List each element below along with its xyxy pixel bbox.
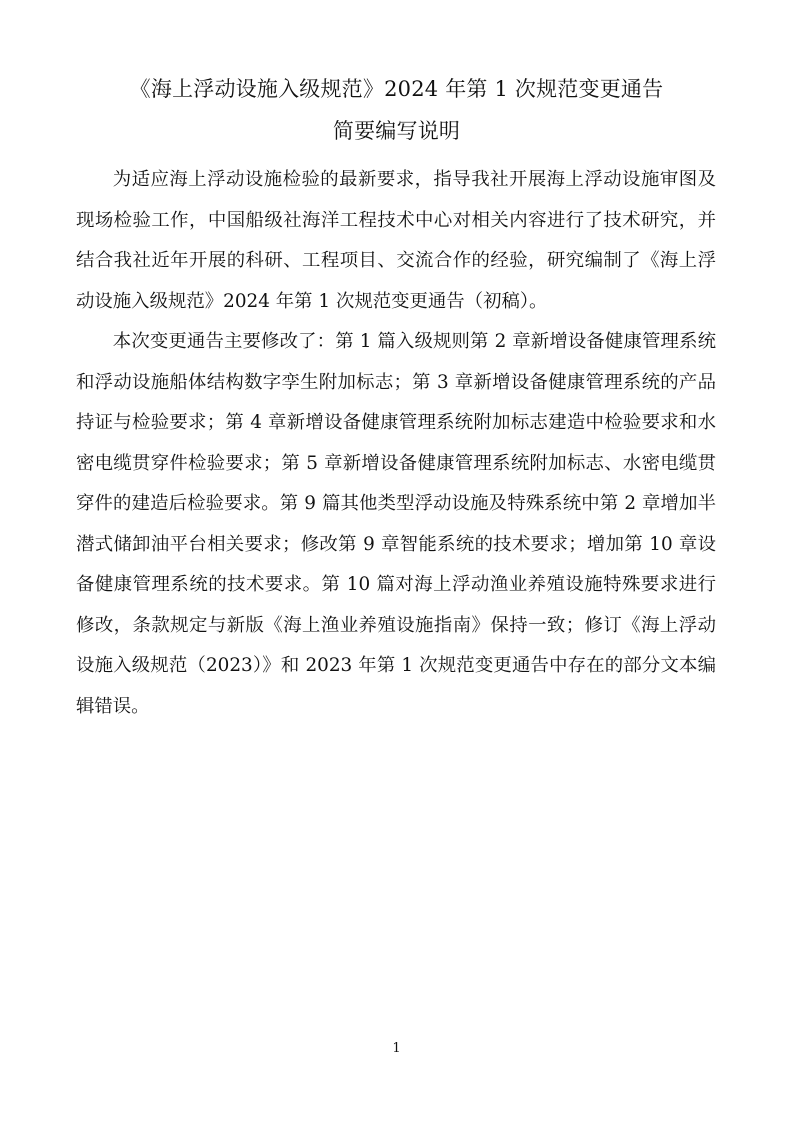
- page-number: 1: [392, 1041, 401, 1056]
- paragraph-2: 本次变更通告主要修改了：第 1 篇入级规则第 2 章新增设备健康管理系统和浮动设施船体结构数字孪生附加标志；第 3 章新增设备健康管理系统的产品持证与检验要求；第 4 章新增设备健康管理系统附加标志建造中检验要求和水密电缆贯穿件检验要求；第 5 章新增设备健康管理系统附加标志、水密电缆贯穿件的建造后检验要求。第 9 篇其他类型浮动设施及特殊系统中第 2 章增加半潜式储卸油平台相关要求；修改第 9 章智能系统的技术要求；增加第 10 章设备健康管理系统的技术要求。第 10 篇对海上浮动渔业养殖设施特殊要求进行修改，条款规定与新版《海上渔业养殖设施指南》保持一致；修订《海上浮动设施入级规范（2023）》和 2023 年第 1 次规范变更通告中存在的部分文本编辑错误。: [76, 331, 716, 717]
- document-body: [76, 160, 716, 727]
- paragraph-1: 为适应海上浮动设施检验的最新要求，指导我社开展海上浮动设施审图及现场检验工作，中国船级社海洋工程技术中心对相关内容进行了技术研究，并结合我社近年开展的科研、工程项目、交流合作的经验，研究编制了《海上浮动设施入级规范》2024 年第 1 次规范变更通告（初稿）。: [76, 169, 716, 312]
- document-title: 《海上浮动设施入级规范》2024 年第 1 次规范变更通告: [129, 77, 664, 101]
- document-subtitle: 简要编写说明: [332, 119, 461, 143]
